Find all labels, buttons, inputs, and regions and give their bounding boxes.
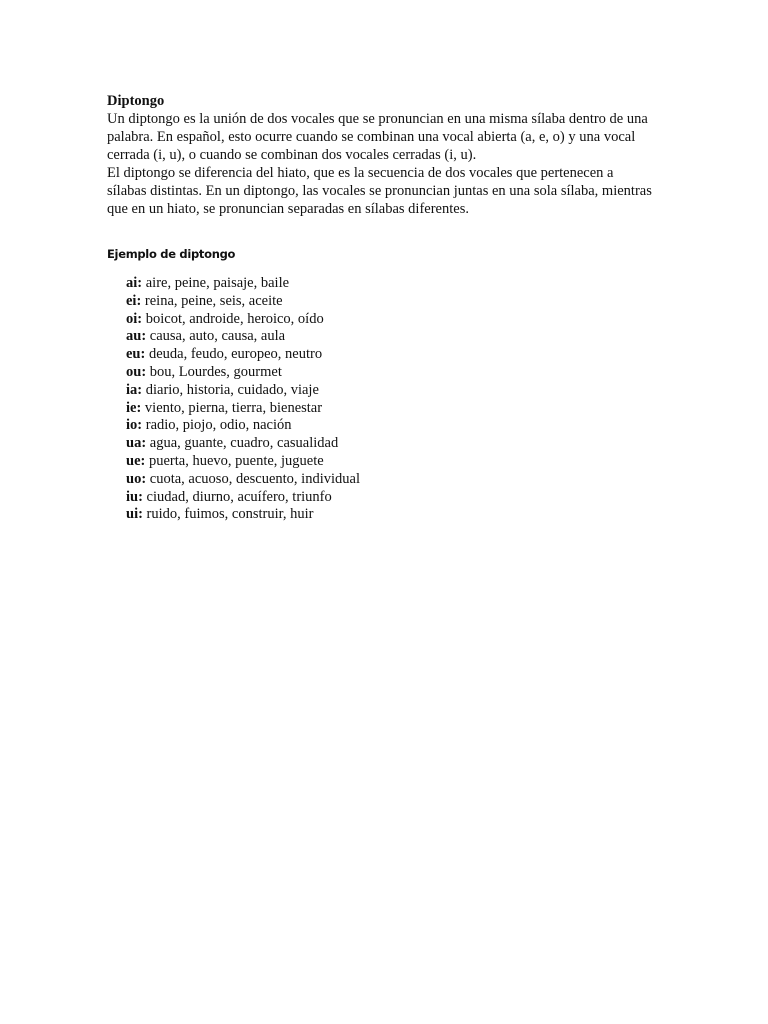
- example-item: [126, 435, 652, 453]
- example-words: viento, pierna, tierra, bienestar: [141, 399, 323, 416]
- example-words: radio, piojo, odio, nación: [142, 417, 292, 434]
- example-item: [126, 364, 652, 382]
- document-page: [107, 92, 652, 524]
- example-words: agua, guante, cuadro, casualidad: [146, 435, 339, 452]
- example-item: [126, 506, 652, 524]
- diphthong-examples-list: [126, 275, 652, 524]
- intro-paragraph: Un diptongo es la unión de dos vocales que se pronuncian en una misma sílaba dentro de una palabra. En español, esto ocurre cuando se combinan una vocal abierta (a, e, o) y una vocal cerrada (i, u), o cuando se combinan dos vocales cerradas (i, u).: [107, 111, 648, 163]
- example-words: bou, Lourdes, gourmet: [146, 363, 282, 380]
- example-key: ui:: [126, 506, 143, 523]
- example-key: ie:: [126, 399, 142, 416]
- example-words: ruido, fuimos, construir, huir: [142, 506, 314, 523]
- example-item: [126, 328, 652, 346]
- example-words: ciudad, diurno, acuífero, triunfo: [142, 488, 332, 505]
- example-words: diario, historia, cuidado, viaje: [142, 381, 319, 398]
- example-item: [126, 453, 652, 471]
- example-key: ai:: [126, 275, 143, 291]
- hiato-paragraph: El diptongo se diferencia del hiato, que es la secuencia de dos vocales que pertenecen a sílabas distintas. En un diptongo, las vocales se pronuncian juntas en una sola sílaba, mientras que en un hiato, se pronuncian separadas en sílabas diferentes.: [107, 165, 652, 217]
- example-item: [126, 400, 652, 418]
- example-words: boicot, androide, heroico, oído: [142, 310, 324, 327]
- example-words: causa, auto, causa, aula: [146, 328, 286, 345]
- example-item: [126, 382, 652, 400]
- example-item: [126, 293, 652, 311]
- example-key: eu:: [126, 346, 146, 363]
- example-key: ei:: [126, 292, 142, 309]
- example-key: au:: [126, 328, 147, 345]
- section-heading: Ejemplo de diptongo: [107, 247, 236, 261]
- example-item: [126, 311, 652, 329]
- example-words: aire, peine, paisaje, baile: [142, 275, 290, 291]
- example-item: [126, 417, 652, 435]
- example-key: ue:: [126, 452, 146, 469]
- example-item: [126, 471, 652, 489]
- example-item: [126, 489, 652, 507]
- example-words: reina, peine, seis, aceite: [141, 292, 283, 309]
- example-key: ou:: [126, 363, 147, 380]
- example-words: cuota, acuoso, descuento, individual: [146, 470, 360, 487]
- example-key: io:: [126, 417, 143, 434]
- example-item: [126, 346, 652, 364]
- example-key: uo:: [126, 470, 147, 487]
- example-words: deuda, feudo, europeo, neutro: [145, 346, 323, 363]
- example-words: puerta, huevo, puente, juguete: [145, 452, 324, 469]
- example-key: ua:: [126, 435, 147, 452]
- example-item: [126, 275, 652, 293]
- document-title: Diptongo: [107, 93, 165, 109]
- example-key: oi:: [126, 310, 143, 327]
- example-key: ia:: [126, 381, 143, 398]
- example-key: iu:: [126, 488, 143, 505]
